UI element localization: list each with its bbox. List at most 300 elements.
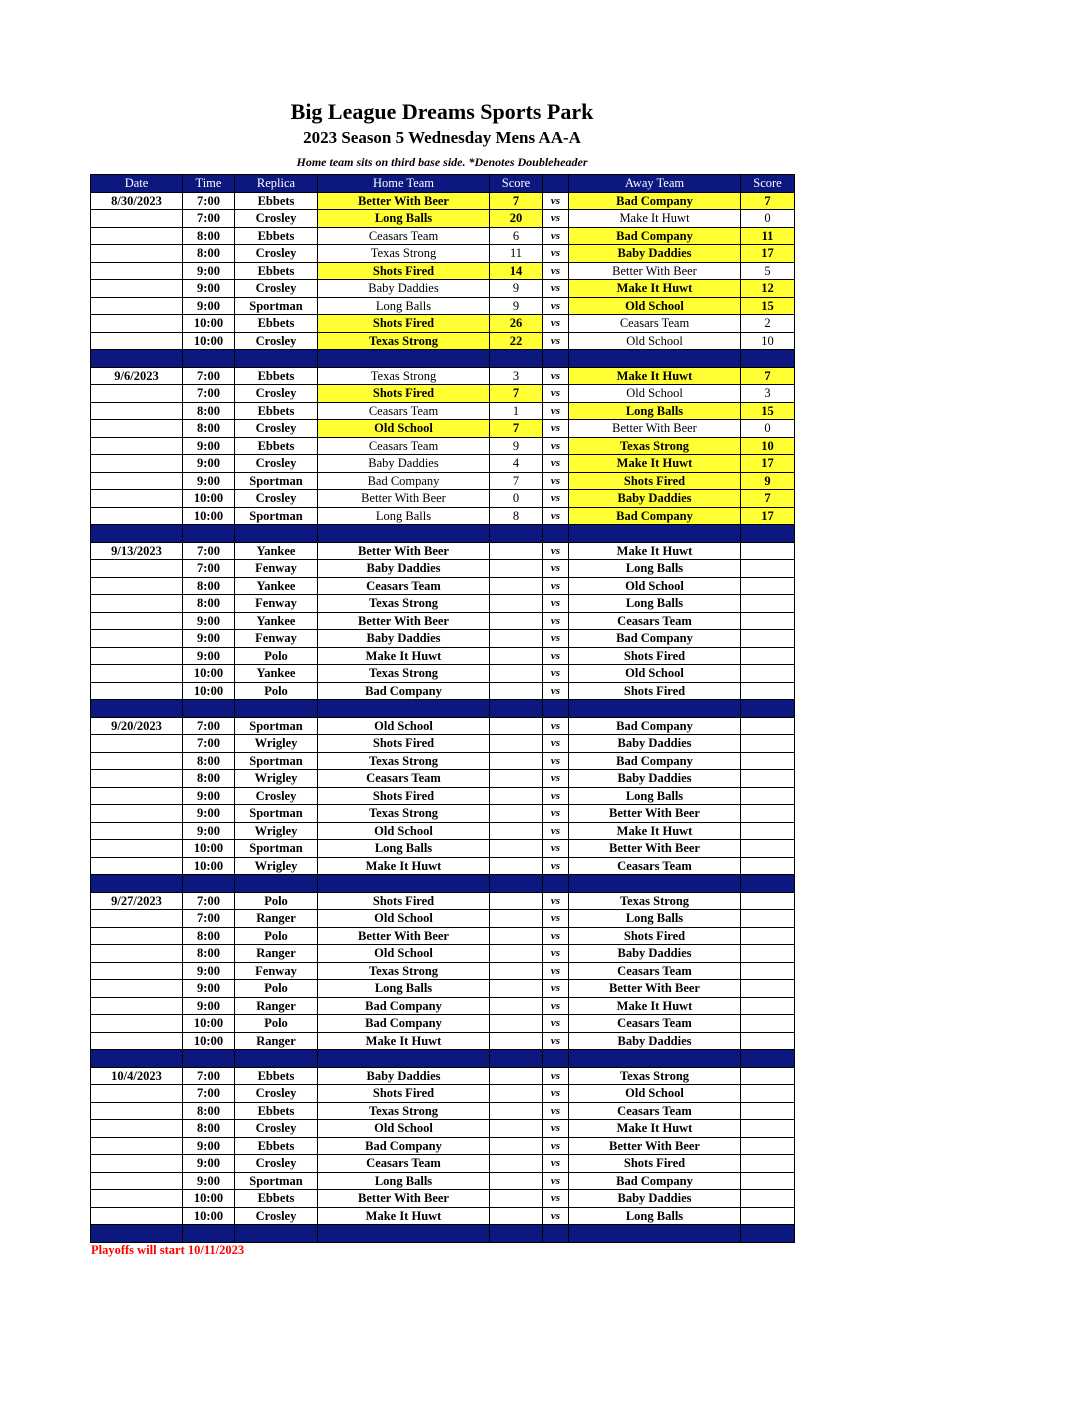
- home-team: Better With Beer: [318, 490, 490, 508]
- away-score: [741, 1120, 795, 1138]
- away-team: Better With Beer: [569, 420, 741, 438]
- game-row: [91, 297, 795, 315]
- vs-label: vs: [543, 560, 569, 578]
- separator-cell: [183, 1225, 235, 1243]
- away-team: Bad Company: [569, 630, 741, 648]
- home-team: Long Balls: [318, 210, 490, 228]
- page-subtitle: 2023 Season 5 Wednesday Mens AA-A: [303, 128, 581, 147]
- game-time: 9:00: [183, 962, 235, 980]
- col-header-vs: [543, 175, 569, 193]
- separator-cell: [183, 1050, 235, 1068]
- game-row: [91, 1172, 795, 1190]
- separator-cell: [183, 875, 235, 893]
- home-team: Shots Fired: [318, 262, 490, 280]
- home-team: Shots Fired: [318, 892, 490, 910]
- separator-cell: [741, 875, 795, 893]
- game-time: 9:00: [183, 630, 235, 648]
- game-time: 9:00: [183, 297, 235, 315]
- away-score: [741, 910, 795, 928]
- separator-cell: [490, 1225, 543, 1243]
- home-team: Bad Company: [318, 682, 490, 700]
- away-team: Bad Company: [569, 717, 741, 735]
- home-score: [490, 647, 543, 665]
- vs-label: vs: [543, 577, 569, 595]
- home-score: 7: [490, 472, 543, 490]
- away-team: Baby Daddies: [569, 735, 741, 753]
- home-team: Long Balls: [318, 1172, 490, 1190]
- game-field: Ebbets: [235, 402, 318, 420]
- game-date: [91, 385, 183, 403]
- separator-cell: [569, 525, 741, 543]
- home-team: Bad Company: [318, 1137, 490, 1155]
- home-team: Texas Strong: [318, 665, 490, 683]
- game-date: [91, 280, 183, 298]
- away-team: Old School: [569, 665, 741, 683]
- game-field: Polo: [235, 892, 318, 910]
- game-date: [91, 437, 183, 455]
- separator-cell: [318, 1225, 490, 1243]
- game-date: [91, 1032, 183, 1050]
- schedule-note: Home team sits on third base side. *Denotes Doubleheader: [296, 155, 588, 169]
- vs-label: vs: [543, 367, 569, 385]
- game-time: 7:00: [183, 1085, 235, 1103]
- home-team: Bad Company: [318, 997, 490, 1015]
- home-team: Old School: [318, 945, 490, 963]
- game-time: 10:00: [183, 1190, 235, 1208]
- game-field: Ebbets: [235, 192, 318, 210]
- home-team: Shots Fired: [318, 385, 490, 403]
- away-team: Make It Huwt: [569, 280, 741, 298]
- game-row: [91, 472, 795, 490]
- away-team: Ceasars Team: [569, 962, 741, 980]
- away-team: Make It Huwt: [569, 542, 741, 560]
- game-field: Sportman: [235, 805, 318, 823]
- game-field: Fenway: [235, 560, 318, 578]
- game-row: [91, 1085, 795, 1103]
- game-row: [91, 735, 795, 753]
- game-date: 8/30/2023: [91, 192, 183, 210]
- home-team: Bad Company: [318, 472, 490, 490]
- home-team: Old School: [318, 822, 490, 840]
- game-date: [91, 997, 183, 1015]
- game-field: Polo: [235, 927, 318, 945]
- game-row: [91, 630, 795, 648]
- game-time: 8:00: [183, 420, 235, 438]
- home-score: 3: [490, 367, 543, 385]
- away-score: [741, 1137, 795, 1155]
- home-score: 6: [490, 227, 543, 245]
- away-score: [741, 840, 795, 858]
- home-team: Baby Daddies: [318, 1067, 490, 1085]
- vs-label: vs: [543, 280, 569, 298]
- game-time: 9:00: [183, 455, 235, 473]
- game-date: 9/6/2023: [91, 367, 183, 385]
- home-score: 7: [490, 420, 543, 438]
- home-score: 9: [490, 280, 543, 298]
- game-time: 9:00: [183, 262, 235, 280]
- home-score: 26: [490, 315, 543, 333]
- separator-cell: [91, 1225, 183, 1243]
- game-date: [91, 927, 183, 945]
- home-score: [490, 560, 543, 578]
- away-team: Bad Company: [569, 192, 741, 210]
- game-row: [91, 787, 795, 805]
- game-row: [91, 1015, 795, 1033]
- separator-cell: [490, 525, 543, 543]
- separator-cell: [490, 700, 543, 718]
- game-date: [91, 735, 183, 753]
- vs-label: vs: [543, 630, 569, 648]
- away-score: [741, 1085, 795, 1103]
- game-time: 7:00: [183, 892, 235, 910]
- game-time: 9:00: [183, 647, 235, 665]
- game-row: [91, 367, 795, 385]
- week-separator-row: [91, 350, 795, 368]
- game-field: Sportman: [235, 472, 318, 490]
- vs-label: vs: [543, 927, 569, 945]
- away-score: [741, 857, 795, 875]
- separator-cell: [543, 1050, 569, 1068]
- home-score: [490, 735, 543, 753]
- away-team: Texas Strong: [569, 437, 741, 455]
- game-row: [91, 577, 795, 595]
- away-team: Shots Fired: [569, 472, 741, 490]
- away-score: [741, 927, 795, 945]
- home-team: Better With Beer: [318, 1190, 490, 1208]
- game-time: 9:00: [183, 805, 235, 823]
- away-score: 7: [741, 192, 795, 210]
- game-date: [91, 910, 183, 928]
- away-score: [741, 1207, 795, 1225]
- game-time: 10:00: [183, 682, 235, 700]
- away-score: [741, 1155, 795, 1173]
- game-date: [91, 770, 183, 788]
- vs-label: vs: [543, 945, 569, 963]
- game-date: [91, 1015, 183, 1033]
- away-score: 7: [741, 367, 795, 385]
- game-row: [91, 1137, 795, 1155]
- away-team: Bad Company: [569, 227, 741, 245]
- away-team: Baby Daddies: [569, 490, 741, 508]
- game-date: [91, 945, 183, 963]
- home-team: Old School: [318, 717, 490, 735]
- game-row: [91, 542, 795, 560]
- away-team: Old School: [569, 385, 741, 403]
- game-date: [91, 490, 183, 508]
- home-team: Shots Fired: [318, 787, 490, 805]
- game-date: [91, 980, 183, 998]
- game-time: 8:00: [183, 245, 235, 263]
- game-field: Wrigley: [235, 822, 318, 840]
- game-time: 8:00: [183, 752, 235, 770]
- vs-label: vs: [543, 420, 569, 438]
- game-field: Crosley: [235, 1207, 318, 1225]
- game-row: [91, 507, 795, 525]
- header-row: [91, 175, 795, 193]
- away-team: Better With Beer: [569, 1137, 741, 1155]
- game-row: [91, 1067, 795, 1085]
- home-score: [490, 577, 543, 595]
- away-team: Better With Beer: [569, 840, 741, 858]
- game-row: [91, 1190, 795, 1208]
- away-score: [741, 1172, 795, 1190]
- game-time: 8:00: [183, 1120, 235, 1138]
- game-field: Ranger: [235, 997, 318, 1015]
- game-date: [91, 1172, 183, 1190]
- game-time: 9:00: [183, 1155, 235, 1173]
- away-score: [741, 717, 795, 735]
- game-row: [91, 805, 795, 823]
- away-score: 2: [741, 315, 795, 333]
- game-date: [91, 630, 183, 648]
- away-team: Texas Strong: [569, 1067, 741, 1085]
- game-date: [91, 805, 183, 823]
- home-score: [490, 980, 543, 998]
- home-team: Ceasars Team: [318, 1155, 490, 1173]
- away-score: [741, 770, 795, 788]
- home-score: [490, 1120, 543, 1138]
- vs-label: vs: [543, 787, 569, 805]
- game-time: 10:00: [183, 840, 235, 858]
- game-time: 10:00: [183, 507, 235, 525]
- game-field: Fenway: [235, 630, 318, 648]
- game-date: [91, 612, 183, 630]
- home-score: 11: [490, 245, 543, 263]
- game-time: 9:00: [183, 280, 235, 298]
- separator-cell: [91, 350, 183, 368]
- game-date: [91, 245, 183, 263]
- game-date: [91, 857, 183, 875]
- home-team: Ceasars Team: [318, 437, 490, 455]
- away-score: [741, 822, 795, 840]
- vs-label: vs: [543, 997, 569, 1015]
- week-separator-row: [91, 875, 795, 893]
- game-date: [91, 1102, 183, 1120]
- game-date: [91, 420, 183, 438]
- separator-cell: [741, 1050, 795, 1068]
- home-score: [490, 1085, 543, 1103]
- home-score: [490, 1172, 543, 1190]
- away-score: 5: [741, 262, 795, 280]
- vs-label: vs: [543, 1102, 569, 1120]
- away-team: Shots Fired: [569, 682, 741, 700]
- away-score: [741, 1102, 795, 1120]
- game-time: 8:00: [183, 927, 235, 945]
- away-score: 11: [741, 227, 795, 245]
- game-field: Ranger: [235, 910, 318, 928]
- vs-label: vs: [543, 437, 569, 455]
- away-team: Bad Company: [569, 752, 741, 770]
- home-score: [490, 665, 543, 683]
- game-field: Ebbets: [235, 367, 318, 385]
- away-score: 12: [741, 280, 795, 298]
- game-row: [91, 280, 795, 298]
- game-row: [91, 682, 795, 700]
- away-team: Shots Fired: [569, 647, 741, 665]
- away-team: Old School: [569, 332, 741, 350]
- vs-label: vs: [543, 612, 569, 630]
- separator-cell: [235, 350, 318, 368]
- home-team: Texas Strong: [318, 245, 490, 263]
- separator-cell: [569, 1050, 741, 1068]
- game-date: [91, 455, 183, 473]
- home-score: 9: [490, 437, 543, 455]
- game-time: 9:00: [183, 472, 235, 490]
- game-field: Crosley: [235, 1120, 318, 1138]
- vs-label: vs: [543, 192, 569, 210]
- game-field: Yankee: [235, 612, 318, 630]
- game-row: [91, 945, 795, 963]
- week-separator-row: [91, 1225, 795, 1243]
- home-team: Long Balls: [318, 297, 490, 315]
- home-team: Shots Fired: [318, 315, 490, 333]
- home-team: Better With Beer: [318, 612, 490, 630]
- home-score: [490, 997, 543, 1015]
- game-date: 9/27/2023: [91, 892, 183, 910]
- game-field: Polo: [235, 647, 318, 665]
- home-score: [490, 840, 543, 858]
- away-team: Baby Daddies: [569, 1190, 741, 1208]
- game-field: Sportman: [235, 752, 318, 770]
- vs-label: vs: [543, 1155, 569, 1173]
- game-row: [91, 857, 795, 875]
- game-field: Ranger: [235, 945, 318, 963]
- game-time: 7:00: [183, 735, 235, 753]
- away-team: Shots Fired: [569, 1155, 741, 1173]
- game-time: 9:00: [183, 1137, 235, 1155]
- game-date: [91, 1120, 183, 1138]
- home-score: [490, 822, 543, 840]
- game-time: 9:00: [183, 612, 235, 630]
- game-field: Ebbets: [235, 1190, 318, 1208]
- game-field: Crosley: [235, 280, 318, 298]
- vs-label: vs: [543, 1207, 569, 1225]
- game-row: [91, 927, 795, 945]
- home-team: Texas Strong: [318, 332, 490, 350]
- vs-label: vs: [543, 1015, 569, 1033]
- away-score: [741, 1032, 795, 1050]
- game-field: Crosley: [235, 210, 318, 228]
- game-field: Crosley: [235, 787, 318, 805]
- away-team: Long Balls: [569, 560, 741, 578]
- vs-label: vs: [543, 402, 569, 420]
- home-score: [490, 962, 543, 980]
- away-team: Long Balls: [569, 787, 741, 805]
- vs-label: vs: [543, 385, 569, 403]
- away-score: [741, 595, 795, 613]
- away-team: Shots Fired: [569, 927, 741, 945]
- home-score: 9: [490, 297, 543, 315]
- game-field: Sportman: [235, 507, 318, 525]
- game-field: Crosley: [235, 1155, 318, 1173]
- game-time: 8:00: [183, 595, 235, 613]
- game-time: 10:00: [183, 665, 235, 683]
- separator-cell: [235, 875, 318, 893]
- game-time: 8:00: [183, 770, 235, 788]
- game-date: [91, 227, 183, 245]
- away-team: Baby Daddies: [569, 245, 741, 263]
- separator-cell: [543, 350, 569, 368]
- game-field: Crosley: [235, 1085, 318, 1103]
- home-team: Better With Beer: [318, 927, 490, 945]
- away-score: [741, 577, 795, 595]
- separator-cell: [91, 700, 183, 718]
- game-date: [91, 332, 183, 350]
- away-score: [741, 997, 795, 1015]
- game-field: Polo: [235, 682, 318, 700]
- away-team: Ceasars Team: [569, 1015, 741, 1033]
- home-score: [490, 770, 543, 788]
- vs-label: vs: [543, 962, 569, 980]
- away-team: Long Balls: [569, 595, 741, 613]
- game-row: [91, 227, 795, 245]
- game-time: 7:00: [183, 560, 235, 578]
- home-score: [490, 910, 543, 928]
- away-score: 0: [741, 210, 795, 228]
- game-row: [91, 980, 795, 998]
- away-team: Long Balls: [569, 1207, 741, 1225]
- home-score: 8: [490, 507, 543, 525]
- home-team: Old School: [318, 420, 490, 438]
- game-row: [91, 402, 795, 420]
- home-team: Baby Daddies: [318, 280, 490, 298]
- home-score: [490, 892, 543, 910]
- game-row: [91, 332, 795, 350]
- vs-label: vs: [543, 595, 569, 613]
- game-date: [91, 1137, 183, 1155]
- away-team: Baby Daddies: [569, 1032, 741, 1050]
- game-date: [91, 665, 183, 683]
- game-date: [91, 1085, 183, 1103]
- away-score: [741, 805, 795, 823]
- home-score: 14: [490, 262, 543, 280]
- game-field: Yankee: [235, 665, 318, 683]
- game-row: [91, 770, 795, 788]
- home-team: Long Balls: [318, 840, 490, 858]
- away-team: Better With Beer: [569, 262, 741, 280]
- away-team: Long Balls: [569, 910, 741, 928]
- away-score: [741, 665, 795, 683]
- home-team: Ceasars Team: [318, 402, 490, 420]
- vs-label: vs: [543, 752, 569, 770]
- game-row: [91, 262, 795, 280]
- home-score: [490, 787, 543, 805]
- game-field: Crosley: [235, 455, 318, 473]
- vs-label: vs: [543, 227, 569, 245]
- game-field: Fenway: [235, 595, 318, 613]
- home-score: [490, 612, 543, 630]
- col-header-away-team: Away Team: [569, 175, 741, 193]
- away-score: [741, 945, 795, 963]
- home-score: 4: [490, 455, 543, 473]
- away-team: Better With Beer: [569, 980, 741, 998]
- vs-label: vs: [543, 245, 569, 263]
- game-time: 9:00: [183, 822, 235, 840]
- vs-label: vs: [543, 1085, 569, 1103]
- vs-label: vs: [543, 297, 569, 315]
- col-header-date: Date: [91, 175, 183, 193]
- game-time: 9:00: [183, 1172, 235, 1190]
- game-time: 7:00: [183, 192, 235, 210]
- col-header-time: Time: [183, 175, 235, 193]
- away-score: [741, 1067, 795, 1085]
- separator-cell: [91, 875, 183, 893]
- game-row: [91, 612, 795, 630]
- separator-cell: [318, 700, 490, 718]
- vs-label: vs: [543, 980, 569, 998]
- separator-cell: [741, 350, 795, 368]
- home-team: Shots Fired: [318, 1085, 490, 1103]
